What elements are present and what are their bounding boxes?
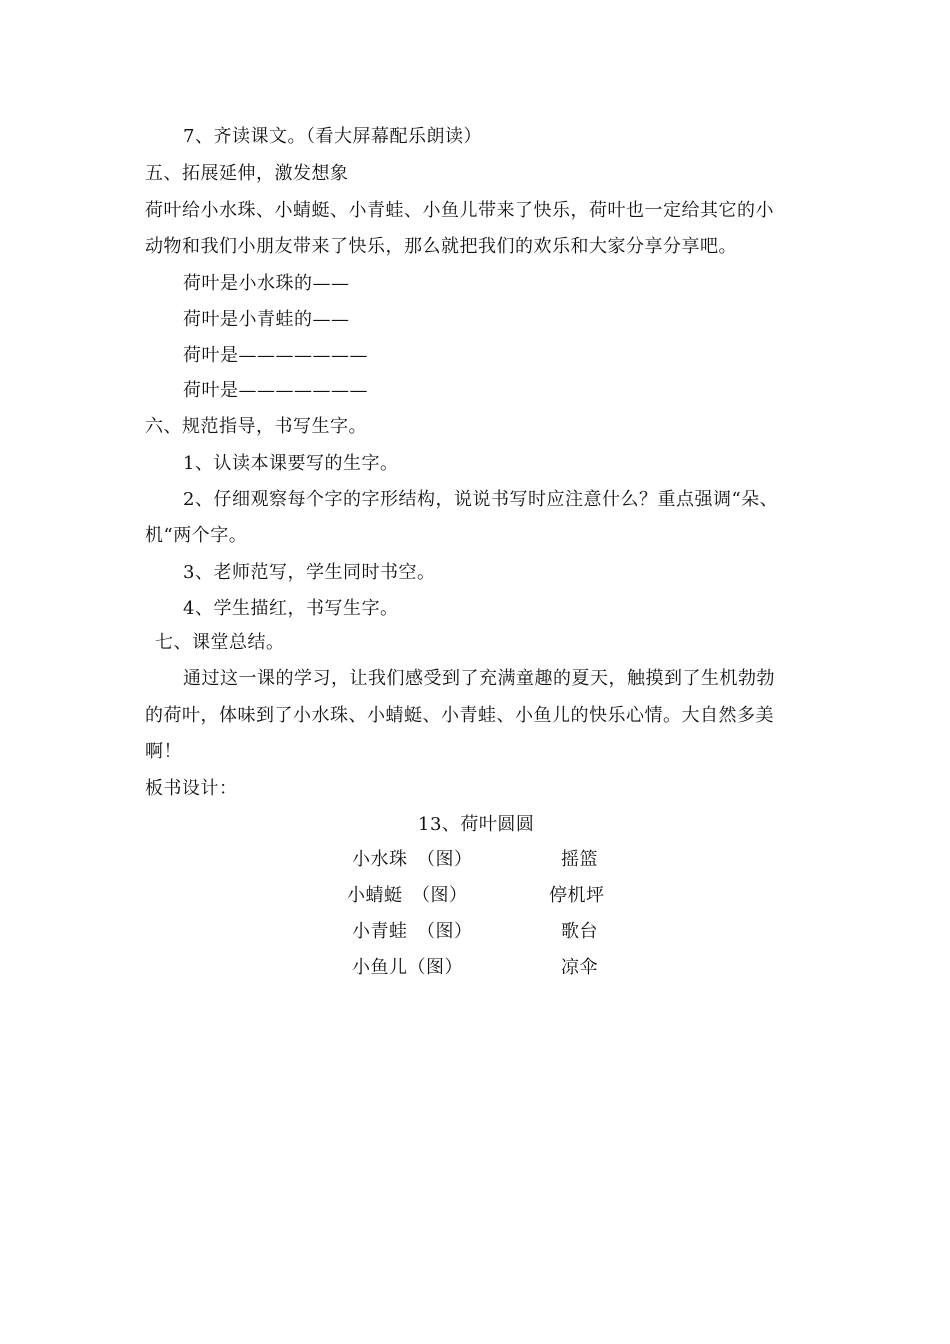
board-right-item: 摇篮 — [561, 849, 598, 870]
board-left-item: 小水珠 （图） — [352, 849, 473, 870]
board-title: 13、荷叶圆圆 — [418, 814, 535, 835]
paragraph-line: 荷叶给小水珠、小蜻蜓、小青蛙、小鱼儿带来了快乐，荷叶也一定给其它的小 — [145, 200, 774, 221]
step-line: 3、老师范写，学生同时书空。 — [183, 562, 436, 583]
summary-line: 啊！ — [145, 741, 182, 762]
board-left-item: 小鱼儿（图） — [352, 957, 463, 978]
summary-line: 的荷叶，体味到了小水珠、小蜻蜓、小青蛙、小鱼儿的快乐心情。大自然多美 — [145, 705, 774, 726]
section-7-heading: 七、课堂总结。 — [155, 632, 285, 653]
prompt-line: 荷叶是——————— — [183, 380, 368, 401]
prompt-line: 荷叶是小青蛙的—— — [183, 309, 350, 330]
section-5-heading: 五、拓展延伸，激发想象 — [145, 163, 349, 184]
step-7-reading: 7、齐读课文。（看大屏幕配乐朗读） — [183, 126, 482, 147]
board-right-item: 凉伞 — [561, 957, 598, 978]
step-line: 2、仔细观察每个字的字形结构，说说书写时应注意什么？重点强调“朵、 — [183, 489, 779, 510]
board-right-item: 停机坪 — [549, 885, 605, 906]
board-right-item: 歌台 — [561, 921, 598, 942]
step-line: 机“两个字。 — [145, 525, 248, 546]
step-line: 4、学生描红，书写生字。 — [183, 598, 399, 619]
summary-line: 通过这一课的学习，让我们感受到了充满童趣的夏天，触摸到了生机勃勃 — [183, 668, 775, 689]
board-left-item: 小青蛙 （图） — [352, 921, 473, 942]
board-design-label: 板书设计： — [145, 778, 238, 799]
prompt-line: 荷叶是——————— — [183, 345, 368, 366]
section-6-heading: 六、规范指导，书写生字。 — [145, 416, 367, 437]
step-line: 1、认读本课要写的生字。 — [183, 453, 399, 474]
prompt-line: 荷叶是小水珠的—— — [183, 273, 350, 294]
board-left-item: 小蜻蜓 （图） — [347, 885, 468, 906]
paragraph-line: 动物和我们小朋友带来了快乐，那么就把我们的欢乐和大家分享分享吧。 — [145, 236, 737, 257]
